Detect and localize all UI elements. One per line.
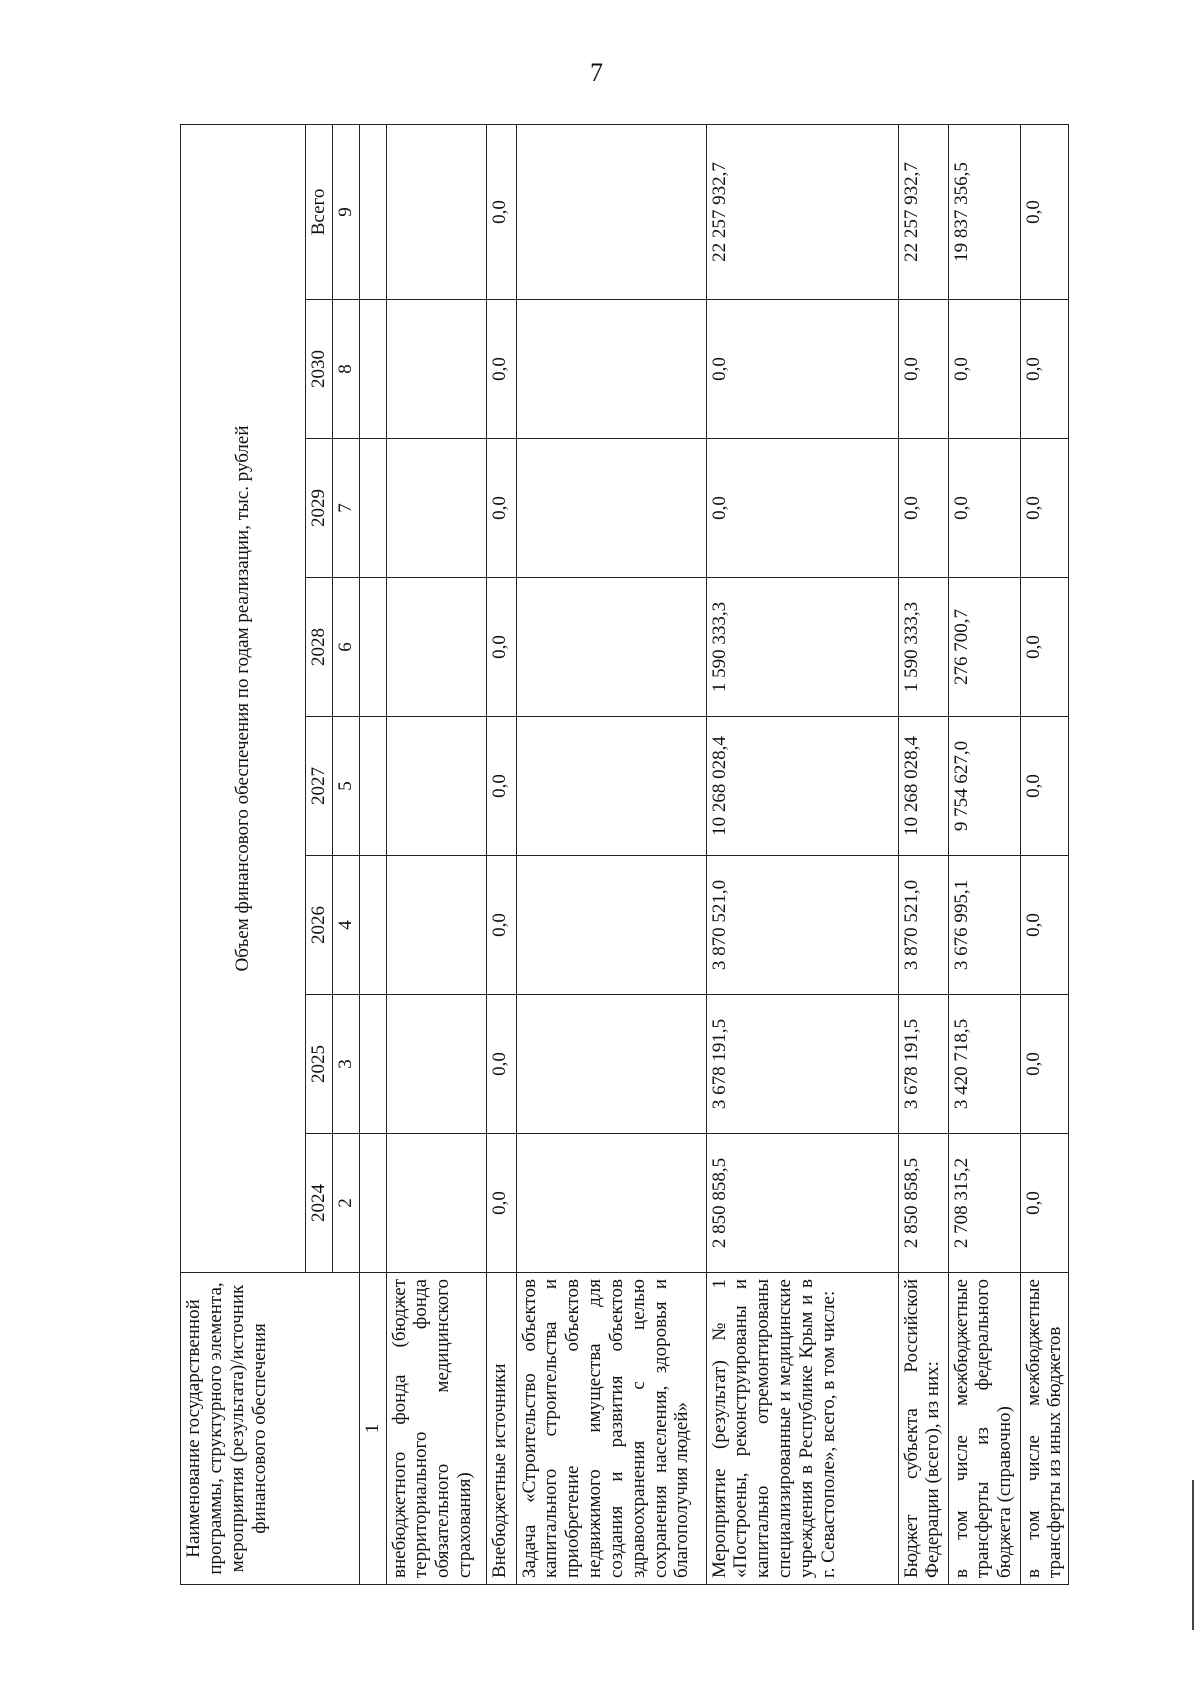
cell — [516, 439, 706, 578]
cell — [386, 717, 486, 856]
year-header: 2028 — [306, 578, 333, 717]
year-header: 2025 — [306, 995, 333, 1134]
cell: 0,0 — [706, 439, 898, 578]
cell — [386, 1134, 486, 1273]
row-label: Мероприятие (результат) № 1 «Построены, реконструированы и капитально отремонтированы специализированные и медицинские учреждения в Республике Крым и в г. Севастополе», всего, в том числе: — [706, 1273, 898, 1585]
cell: 3 420 718,5 — [948, 995, 1020, 1134]
cell: 0,0 — [486, 439, 516, 578]
column-number: 9 — [332, 124, 359, 299]
cell: 19 837 356,5 — [948, 124, 1020, 299]
cell — [386, 578, 486, 717]
cell: 2 850 858,5 — [706, 1134, 898, 1273]
cell: 3 678 191,5 — [898, 995, 948, 1134]
cell: 0,0 — [1020, 300, 1069, 439]
cell — [516, 995, 706, 1134]
row-label: Задача «Строительство объектов капитального строительства и приобретение объектов недвижимого имущества для создания и развития объектов здравоохранения с целью сохранения населения, здоровья и благополучия людей» — [516, 1273, 706, 1585]
table-row — [948, 124, 1020, 1584]
column-number: 8 — [332, 300, 359, 439]
year-header: 2030 — [306, 300, 333, 439]
cell: 2 708 315,2 — [948, 1134, 1020, 1273]
cell — [386, 856, 486, 995]
table-row — [386, 124, 486, 1584]
cell: 0,0 — [1020, 439, 1069, 578]
cell: 22 257 932,7 — [706, 124, 898, 299]
cell: 0,0 — [486, 1134, 516, 1273]
row-label: в том числе межбюджетные трансферты из федерального бюджета (справочно) — [948, 1273, 1020, 1585]
rotated-table-container — [180, 125, 1080, 1585]
scan-edge-mark — [1192, 1480, 1194, 1630]
cell: 0,0 — [1020, 1134, 1069, 1273]
cell: 0,0 — [486, 124, 516, 299]
column-number: 4 — [332, 856, 359, 995]
row-label: внебюджетного фонда (бюджет территориального фонда обязательного медицинского страхования) — [386, 1273, 486, 1585]
cell: 0,0 — [948, 300, 1020, 439]
cell — [386, 124, 486, 299]
cell: 3 678 191,5 — [706, 995, 898, 1134]
column-number: 3 — [332, 995, 359, 1134]
row-label: Бюджет субъекта Российской Федерации (всего), из них: — [898, 1273, 948, 1585]
cell — [516, 300, 706, 439]
cell — [516, 124, 706, 299]
cell: 0,0 — [1020, 856, 1069, 995]
cell: 2 850 858,5 — [898, 1134, 948, 1273]
cell: 3 870 521,0 — [706, 856, 898, 995]
table-body — [386, 124, 1069, 1584]
cell: 1 590 333,3 — [706, 578, 898, 717]
cell: 0,0 — [486, 856, 516, 995]
cell: 0,0 — [948, 439, 1020, 578]
cell: 0,0 — [1020, 124, 1069, 299]
header-name: Наименование государственной программы, структурного элемента, мероприятия (результата)/источник финансового обеспечения — [181, 1273, 360, 1585]
cell: 1 590 333,3 — [898, 578, 948, 717]
total-header: Всего — [306, 124, 333, 299]
cell: 22 257 932,7 — [898, 124, 948, 299]
cell — [516, 578, 706, 717]
cell — [516, 717, 706, 856]
year-header: 2027 — [306, 717, 333, 856]
page-number: 7 — [590, 58, 603, 87]
cell: 0,0 — [486, 578, 516, 717]
cell: 0,0 — [486, 717, 516, 856]
table-row — [486, 124, 516, 1584]
column-number: 1 — [359, 1273, 386, 1585]
cell: 10 268 028,4 — [706, 717, 898, 856]
cell: 9 754 627,0 — [948, 717, 1020, 856]
table-row — [1020, 124, 1069, 1584]
cell: 0,0 — [1020, 578, 1069, 717]
cell: 0,0 — [898, 300, 948, 439]
row-label: Внебюджетные источники — [486, 1273, 516, 1585]
year-header: 2026 — [306, 856, 333, 995]
cell — [516, 856, 706, 995]
column-number: 7 — [332, 439, 359, 578]
cell — [386, 995, 486, 1134]
row-label: в том числе межбюджетные трансферты из иных бюджетов — [1020, 1273, 1069, 1585]
cell: 0,0 — [898, 439, 948, 578]
cell: 10 268 028,4 — [898, 717, 948, 856]
table-row — [706, 124, 898, 1584]
column-number: 2 — [332, 1134, 359, 1273]
header-volume: Объем финансового обеспечения по годам реализации, тыс. рублей — [181, 124, 306, 1272]
cell — [386, 439, 486, 578]
cell: 276 700,7 — [948, 578, 1020, 717]
cell — [386, 300, 486, 439]
cell: 0,0 — [486, 300, 516, 439]
cell: 3 870 521,0 — [898, 856, 948, 995]
table-row — [516, 124, 706, 1584]
column-number: 5 — [332, 717, 359, 856]
column-number: 6 — [332, 578, 359, 717]
cell: 0,0 — [486, 995, 516, 1134]
financing-table — [180, 124, 1069, 1585]
cell: 3 676 995,1 — [948, 856, 1020, 995]
year-header: 2024 — [306, 1134, 333, 1273]
table-row — [898, 124, 948, 1584]
cell: 0,0 — [1020, 717, 1069, 856]
cell — [516, 1134, 706, 1273]
cell: 0,0 — [706, 300, 898, 439]
year-header: 2029 — [306, 439, 333, 578]
cell: 0,0 — [1020, 995, 1069, 1134]
